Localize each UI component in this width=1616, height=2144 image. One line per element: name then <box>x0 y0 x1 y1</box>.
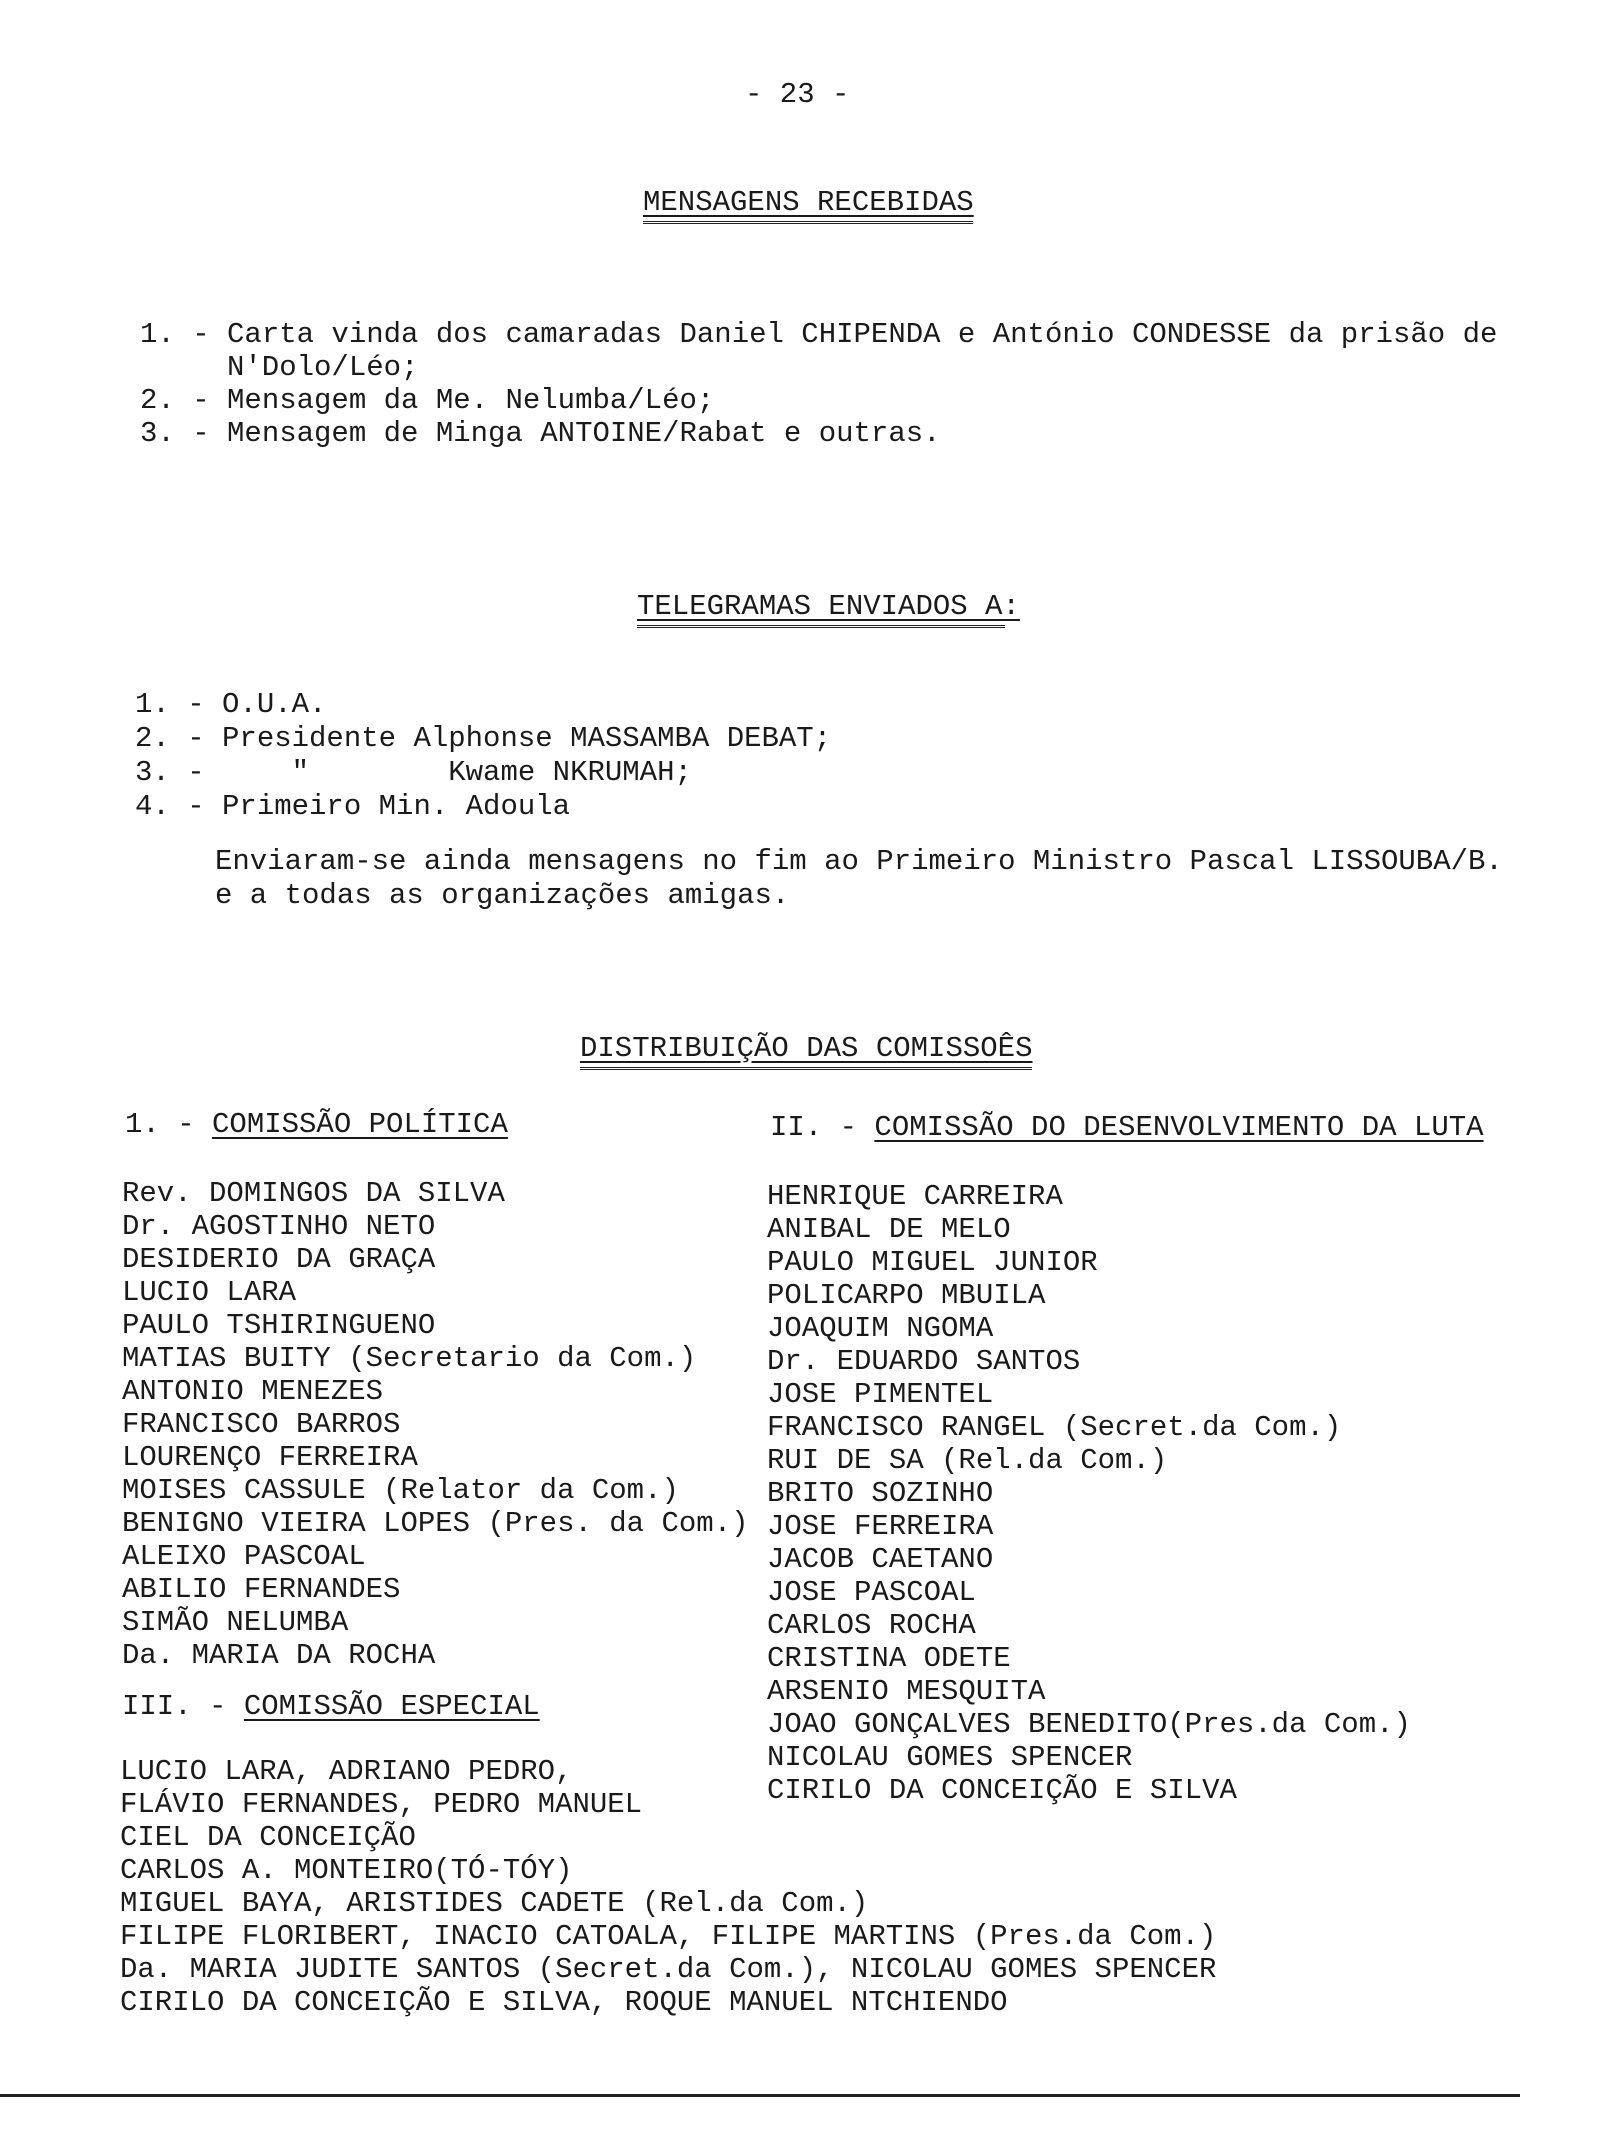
member-line: CARLOS ROCHA <box>767 1609 976 1642</box>
message-item: 3. - Mensagem de Minga ANTOINE/Rabat e outras. <box>140 417 941 450</box>
section-prefix: 1. - <box>125 1108 213 1141</box>
member-line: ARSENIO MESQUITA <box>767 1675 1046 1708</box>
member-line: PAULO MIGUEL JUNIOR <box>767 1246 1098 1279</box>
member-line: LOURENÇO FERREIRA <box>122 1441 418 1474</box>
member-line: POLICARPO MBUILA <box>767 1279 1046 1312</box>
section-title: COMISSÃO POLÍTICA <box>212 1108 508 1141</box>
member-line: HENRIQUE CARREIRA <box>767 1180 1063 1213</box>
special-commission-heading <box>122 1690 540 1724</box>
member-line: Da. MARIA DA ROCHA <box>122 1639 436 1672</box>
member-line: JOSE PIMENTEL <box>767 1378 994 1411</box>
member-line: ANTONIO MENEZES <box>122 1375 384 1408</box>
telegrams-heading: TELEGRAMAS ENVIADOS A: <box>637 590 1020 623</box>
member-line: ANIBAL DE MELO <box>767 1213 1011 1246</box>
member-line: DESIDERIO DA GRAÇA <box>122 1243 436 1276</box>
member-line: JOAQUIM NGOMA <box>767 1312 994 1345</box>
member-line: MOISES CASSULE (Relator da Com.) <box>122 1474 679 1507</box>
telegram-note-line: Enviaram-se ainda mensagens no fim ao Primeiro Ministro Pascal LISSOUBA/B. <box>215 845 1503 878</box>
member-line: Dr. EDUARDO SANTOS <box>767 1345 1081 1378</box>
telegram-item: 4. - Primeiro Min. Adoula <box>135 790 571 823</box>
telegram-item: 2. - Presidente Alphonse MASSAMBA DEBAT; <box>135 722 832 755</box>
member-line: JACOB CAETANO <box>767 1543 994 1576</box>
member-line: CIRILO DA CONCEIÇÃO E SILVA <box>767 1774 1237 1807</box>
member-line: ABILIO FERNANDES <box>122 1573 401 1606</box>
member-line: LUCIO LARA <box>122 1276 297 1309</box>
member-line: MIGUEL BAYA, ARISTIDES CADETE (Rel.da Com.) <box>120 1887 869 1920</box>
heading-double-underline <box>643 221 973 224</box>
member-line: Da. MARIA JUDITE SANTOS (Secret.da Com.), NICOLAU GOMES SPENCER <box>120 1953 1217 1986</box>
member-line: Dr. AGOSTINHO NETO <box>122 1210 436 1243</box>
message-item: 1. - Carta vinda dos camaradas Daniel CHIPENDA e António CONDESSE da prisão de <box>140 318 1498 351</box>
member-line: BRITO SOZINHO <box>767 1477 994 1510</box>
telegram-item: 1. - O.U.A. <box>135 688 327 721</box>
member-line: Rev. DOMINGOS DA SILVA <box>122 1177 505 1210</box>
member-line: SIMÃO NELUMBA <box>122 1606 349 1639</box>
message-item: 2. - Mensagem da Me. Nelumba/Léo; <box>140 384 715 417</box>
member-line: MATIAS BUITY (Secretario da Com.) <box>122 1342 697 1375</box>
member-line: CRISTINA ODETE <box>767 1642 1011 1675</box>
development-commission-heading <box>770 1111 1484 1145</box>
bottom-rule <box>0 2094 1520 2097</box>
member-line: CARLOS A. MONTEIRO(TÓ-TÓY) <box>120 1854 573 1887</box>
member-line: PAULO TSHIRINGUENO <box>122 1309 436 1342</box>
message-item: N'Dolo/Léo; <box>227 351 419 384</box>
section-prefix: III. - <box>122 1690 244 1723</box>
member-line: ALEIXO PASCOAL <box>122 1540 366 1573</box>
messages-heading: MENSAGENS RECEBIDAS <box>643 186 974 219</box>
member-line: FRANCISCO RANGEL (Secret.da Com.) <box>767 1411 1342 1444</box>
telegram-item: 3. - " Kwame NKRUMAH; <box>135 756 692 789</box>
section-title: COMISSÃO ESPECIAL <box>243 1690 540 1723</box>
member-line: JOSE PASCOAL <box>767 1576 976 1609</box>
member-line: LUCIO LARA, ADRIANO PEDRO, <box>120 1755 573 1788</box>
member-line: CIRILO DA CONCEIÇÃO E SILVA, ROQUE MANUEL NTCHIENDO <box>120 1986 1008 2019</box>
member-line: FLÁVIO FERNANDES, PEDRO MANUEL <box>120 1788 643 1821</box>
member-line: CIEL DA CONCEIÇÃO <box>120 1821 416 1854</box>
section-prefix: II. - <box>770 1111 875 1144</box>
commissions-heading: DISTRIBUIÇÃO DAS COMISSOÊS <box>580 1032 1033 1065</box>
member-line: FRANCISCO BARROS <box>122 1408 401 1441</box>
heading-double-underline <box>580 1067 1032 1070</box>
section-title: COMISSÃO DO DESENVOLVIMENTO DA LUTA <box>874 1111 1484 1144</box>
member-line: JOSE FERREIRA <box>767 1510 994 1543</box>
member-line: FILIPE FLORIBERT, INACIO CATOALA, FILIPE MARTINS (Pres.da Com.) <box>120 1920 1217 1953</box>
political-commission-heading <box>125 1108 508 1142</box>
telegram-note-line: e a todas as organizações amigas. <box>215 879 790 912</box>
member-line: JOAO GONÇALVES BENEDITO(Pres.da Com.) <box>767 1708 1411 1741</box>
page-number: - 23 - <box>745 78 850 111</box>
heading-double-underline <box>637 625 1005 628</box>
member-line: NICOLAU GOMES SPENCER <box>767 1741 1133 1774</box>
member-line: BENIGNO VIEIRA LOPES (Pres. da Com.) <box>122 1507 749 1540</box>
member-line: RUI DE SA (Rel.da Com.) <box>767 1444 1168 1477</box>
